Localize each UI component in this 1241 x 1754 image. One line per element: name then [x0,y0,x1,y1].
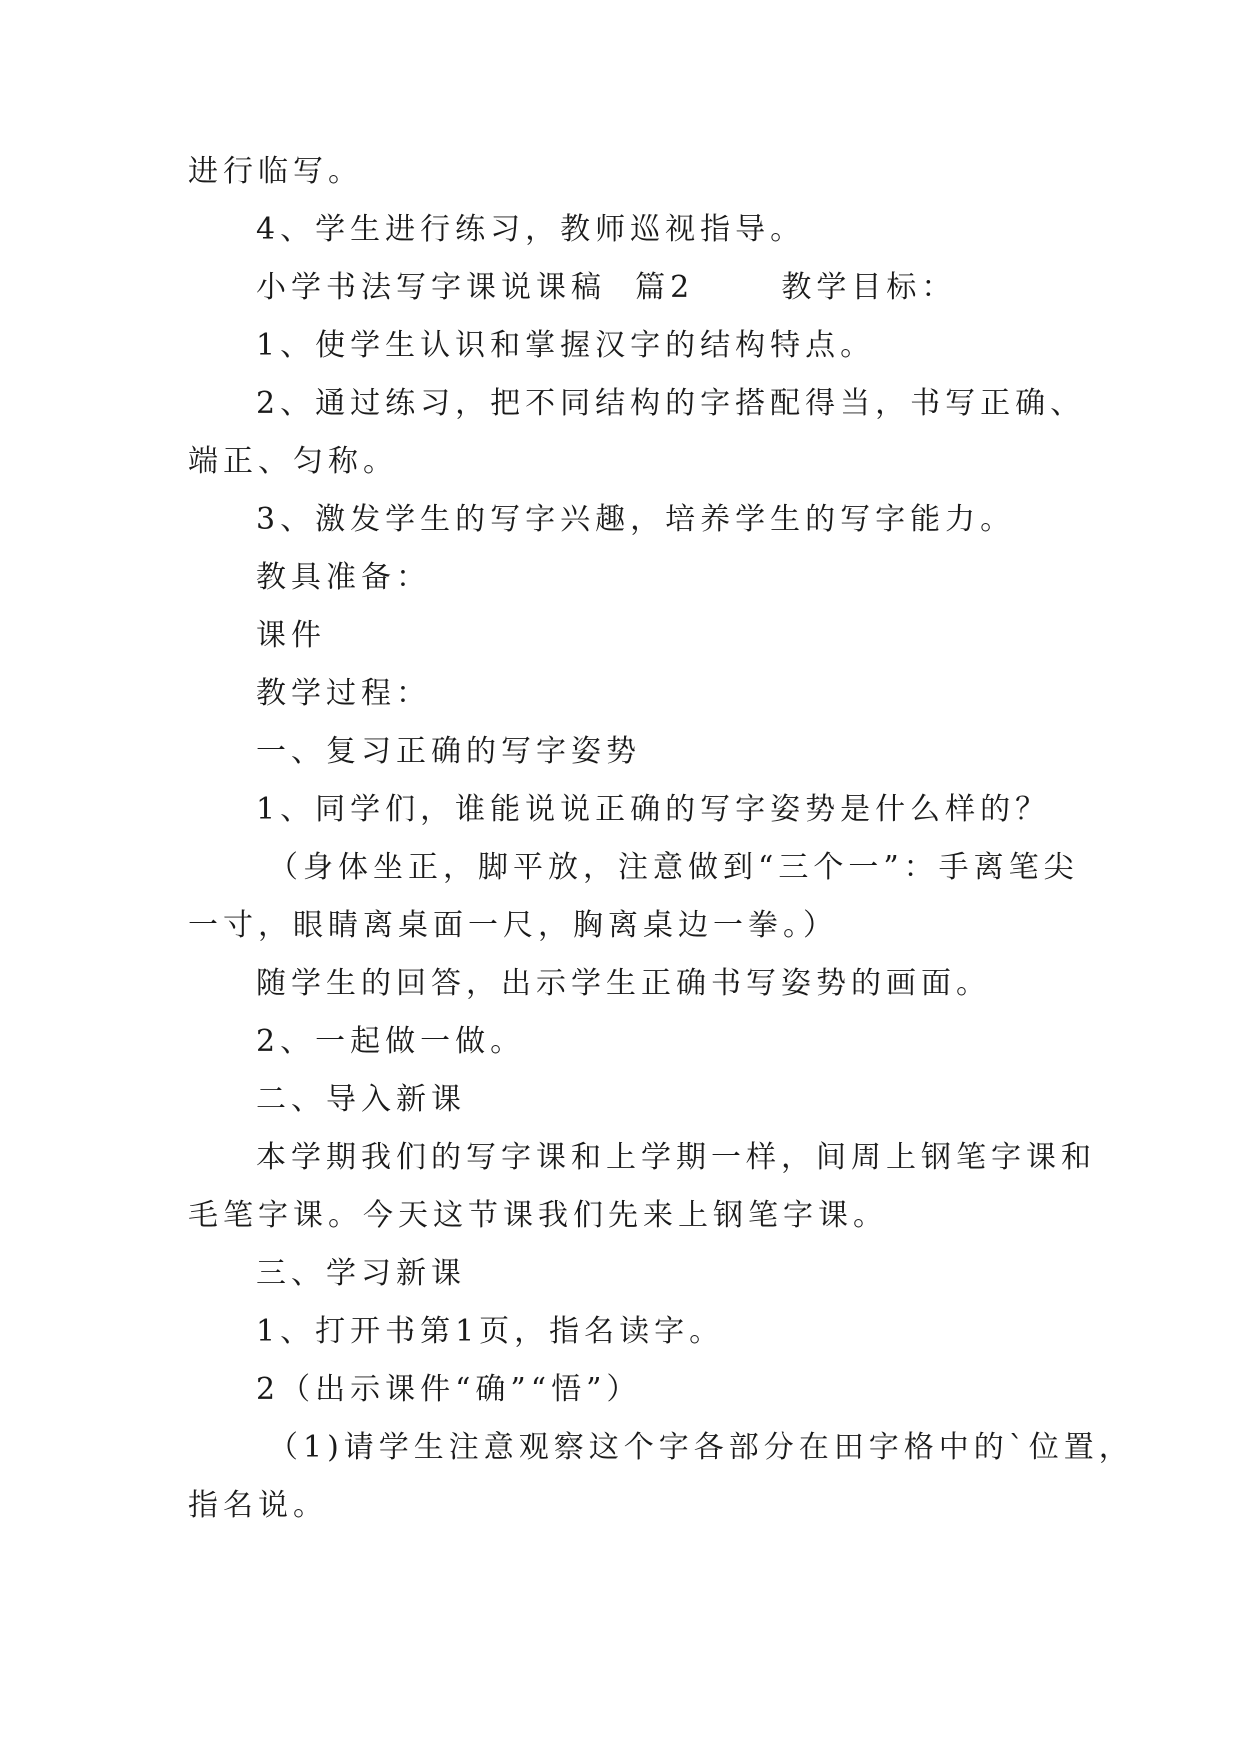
text-line: 4、学生进行练习，教师巡视指导。 [256,212,806,247]
text-line: 教具准备： [256,560,431,595]
text-line: 三、学习新课 [256,1256,466,1291]
text-line: 2、一起做一做。 [256,1024,526,1059]
text-line: 2（出示课件“确”“悟”） [256,1372,642,1407]
text-line: 指名说。 [188,1488,328,1523]
text-line: 1、使学生认识和掌握汉字的结构特点。 [256,328,876,363]
text-line: 1、打开书第1页，指名读字。 [256,1314,725,1349]
text-line: 随学生的回答，出示学生正确书写姿势的画面。 [256,966,991,1001]
text-line: 3、激发学生的写字兴趣，培养学生的写字能力。 [256,502,1016,537]
text-line: 一、复习正确的写字姿势 [256,734,641,769]
text-line: 教学过程： [256,676,431,711]
text-line: 进行临写。 [188,154,363,189]
text-line: 本学期我们的写字课和上学期一样，间周上钢笔字课和 [256,1140,1096,1175]
text-line: 2、通过练习，把不同结构的字搭配得当，书写正确、 [256,386,1086,421]
text-line: 端正、匀称。 [188,444,398,479]
text-line: 二、导入新课 [256,1082,466,1117]
text-line: 课件 [256,618,326,653]
section-heading: 小学书法写字课说课稿 篇2 教学目标： [256,270,957,305]
text-line: 一寸，眼睛离桌面一尺，胸离桌边一拳。） [188,908,838,943]
text-line: 1、同学们，谁能说说正确的写字姿势是什么样的？ [256,792,1051,827]
text-line: （1)请学生注意观察这个字各部分在田字格中的`位置， [268,1430,1134,1465]
text-line: 毛笔字课。今天这节课我们先来上钢笔字课。 [188,1198,888,1233]
text-line: （身体坐正，脚平放，注意做到“三个一”：手离笔尖 [268,850,1079,885]
